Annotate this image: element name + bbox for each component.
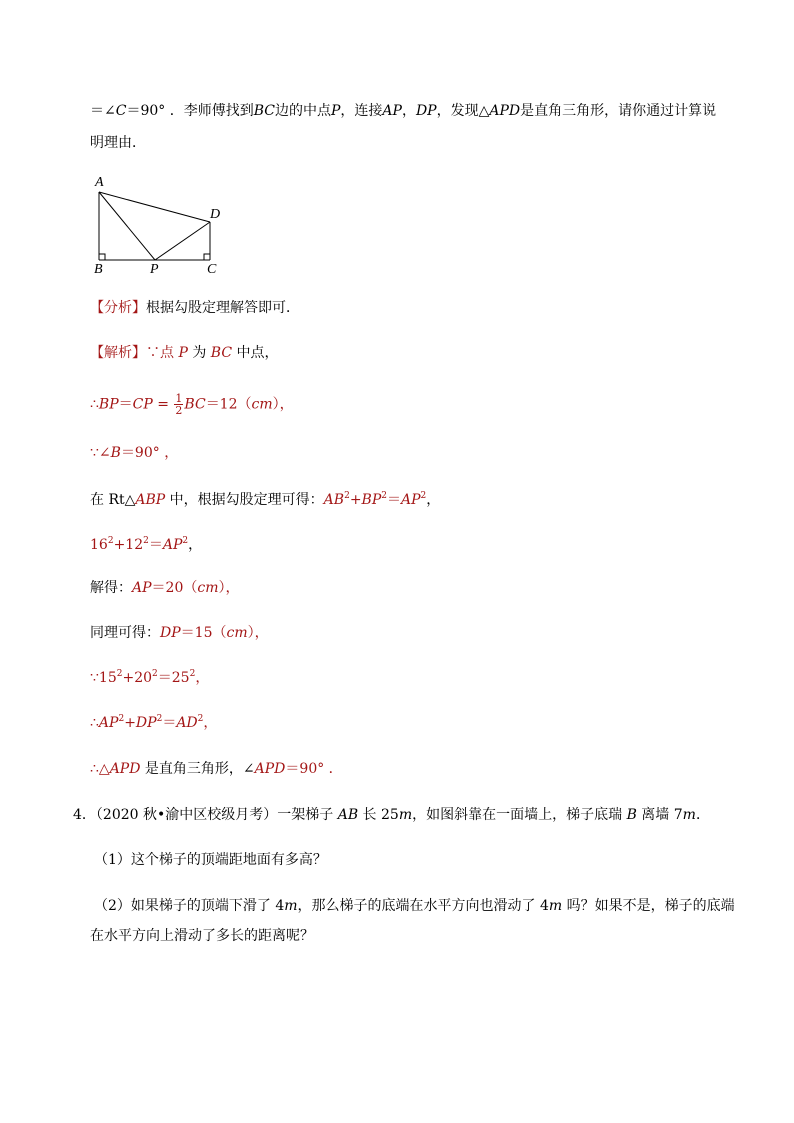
text: 边的中点 — [274, 103, 331, 119]
text: +20 — [122, 670, 153, 686]
geometry-figure — [86, 170, 226, 280]
text: 2 — [116, 669, 123, 679]
text: ＝12（ — [205, 396, 252, 413]
text: C — [115, 103, 127, 119]
text: = — [152, 396, 174, 413]
intro-line-1 — [90, 101, 716, 121]
intro-line-2: 明理由． — [90, 135, 146, 151]
text: 4．（2020 秋•渝中区校级月考）一架梯子 — [73, 807, 338, 823]
text: 2 — [156, 714, 163, 724]
text: ＝∠ — [90, 103, 116, 119]
text: AP — [98, 715, 119, 731]
text: P — [330, 103, 341, 119]
text: 2 — [152, 669, 158, 679]
text: AP — [162, 537, 183, 553]
text: ， — [203, 715, 218, 731]
text: ． — [695, 807, 710, 823]
solution-line-10 — [90, 759, 343, 779]
label-d: D — [210, 207, 221, 222]
text: ＝15（ — [180, 625, 227, 641]
text: ，发现△ — [436, 103, 490, 119]
text: AB — [337, 807, 359, 823]
text: 2 — [381, 491, 387, 501]
solution-line-1 — [90, 343, 279, 363]
text: ）， — [272, 396, 294, 413]
text: +12 — [113, 537, 144, 553]
text: AD — [176, 715, 198, 731]
solution-line-7 — [90, 623, 269, 643]
solution-line-4 — [90, 490, 440, 510]
solution-line-6 — [90, 578, 239, 598]
analysis-line — [90, 298, 300, 318]
label-b: B — [94, 262, 103, 277]
text: ， — [195, 670, 210, 686]
text: 2 — [107, 536, 114, 546]
text: ， — [188, 537, 203, 553]
text: ＝90° ． — [285, 761, 343, 777]
text: ∵点 — [146, 345, 179, 361]
text: cm — [226, 625, 248, 641]
text: 2 — [197, 714, 204, 724]
problem-4-statement — [73, 805, 710, 825]
segment-dp — [155, 222, 210, 260]
text: P — [178, 345, 188, 361]
text: BC — [210, 345, 233, 361]
text: ＝ — [148, 537, 163, 553]
text: m — [398, 807, 413, 823]
segment-ad — [99, 192, 210, 222]
text: 2 — [182, 536, 189, 546]
text: ，连接 — [340, 103, 383, 119]
fraction-numerator: 1 — [175, 392, 183, 405]
fraction-half — [174, 393, 183, 416]
text: ）， — [247, 625, 269, 641]
text: ＝ — [162, 715, 177, 731]
text: m — [548, 898, 563, 914]
text: AB — [323, 492, 345, 508]
problem-4-question-2-cont: 在水平方向上滑动了多长的距离呢？ — [90, 928, 314, 944]
text: ＝90° ．李师傅找到 — [126, 103, 254, 119]
text: BC — [184, 396, 206, 413]
text: APD — [489, 103, 521, 119]
text: 2 — [143, 536, 149, 546]
solution-line-3 — [90, 443, 178, 463]
text: AP — [132, 580, 152, 596]
text: ＝ — [118, 396, 133, 413]
text: AP — [401, 492, 421, 508]
text: 解得： — [90, 580, 132, 596]
text: ABP — [135, 492, 166, 508]
text: ，如图斜靠在一面墙上，梯子底瑞 — [412, 807, 627, 823]
text: m — [682, 807, 696, 823]
text: 离墙 7 — [636, 807, 683, 823]
label-c: C — [207, 262, 217, 277]
text: 2 — [118, 714, 125, 724]
text: ＝20（ — [151, 580, 198, 596]
text: ∴ — [90, 715, 99, 731]
text: CP — [132, 396, 153, 413]
text: 在 Rt△ — [90, 492, 136, 508]
problem-4-question-2 — [94, 896, 735, 916]
text: B — [626, 807, 637, 823]
right-angle-b — [99, 254, 105, 260]
text: ∴△ — [90, 761, 110, 777]
text: 是直角三角形，∠ — [140, 761, 255, 777]
text: cm — [251, 396, 273, 413]
text: 中点， — [232, 345, 279, 361]
text: ∴ — [90, 396, 99, 413]
text: BC — [253, 103, 275, 119]
text: ，那么梯子的底端在水平方向也滑动了 4 — [297, 898, 549, 914]
text: ＝ — [387, 492, 401, 508]
text: ∵∠ — [90, 445, 111, 461]
text: APD — [109, 761, 141, 777]
fraction-denominator: 2 — [175, 404, 183, 417]
text: 吗？如果不是，梯子的底端 — [562, 898, 735, 914]
text: 是直角三角形，请你通过计算说 — [520, 103, 717, 119]
text: 2 — [344, 491, 350, 501]
text: BP — [361, 492, 382, 508]
analysis-tag: 【分析】 — [90, 300, 146, 316]
text: AP — [382, 103, 402, 119]
text: （2）如果梯子的顶端下滑了 4 — [94, 898, 285, 914]
solution-tag: 【解析】 — [90, 345, 146, 361]
text: cm — [197, 580, 219, 596]
text: DP — [160, 625, 181, 641]
text: 2 — [189, 669, 196, 679]
text: 2 — [420, 491, 427, 501]
solution-line-9 — [90, 713, 217, 733]
right-angle-c — [204, 254, 210, 260]
solution-line-5 — [90, 535, 202, 555]
text: APD — [254, 761, 286, 777]
text: DP — [135, 715, 157, 731]
solution-line-2 — [90, 393, 294, 416]
text: m — [284, 898, 298, 914]
text: ＝25 — [157, 670, 190, 686]
analysis-text: 根据勾股定理解答即可． — [146, 300, 300, 316]
segment-ap — [99, 192, 155, 260]
text: ， — [401, 103, 416, 119]
text: 同理可得： — [90, 625, 160, 641]
text: DP — [415, 103, 437, 119]
label-a: A — [95, 175, 104, 190]
label-p: P — [150, 262, 159, 277]
solution-line-8 — [90, 668, 209, 688]
text: ， — [426, 492, 441, 508]
text: ∵15 — [90, 670, 117, 686]
text: 长 25 — [358, 807, 399, 823]
text: ）， — [218, 580, 240, 596]
text: BP — [98, 396, 119, 413]
text: 为 — [187, 345, 211, 361]
text: + — [349, 492, 362, 508]
text: ＝90° ， — [120, 445, 179, 461]
text: 16 — [90, 537, 108, 553]
text: 中，根据勾股定理可得： — [165, 492, 324, 508]
text: + — [124, 715, 136, 731]
problem-4-question-1: （1）这个梯子的顶端距地面有多高？ — [94, 852, 327, 868]
text: B — [110, 445, 121, 461]
